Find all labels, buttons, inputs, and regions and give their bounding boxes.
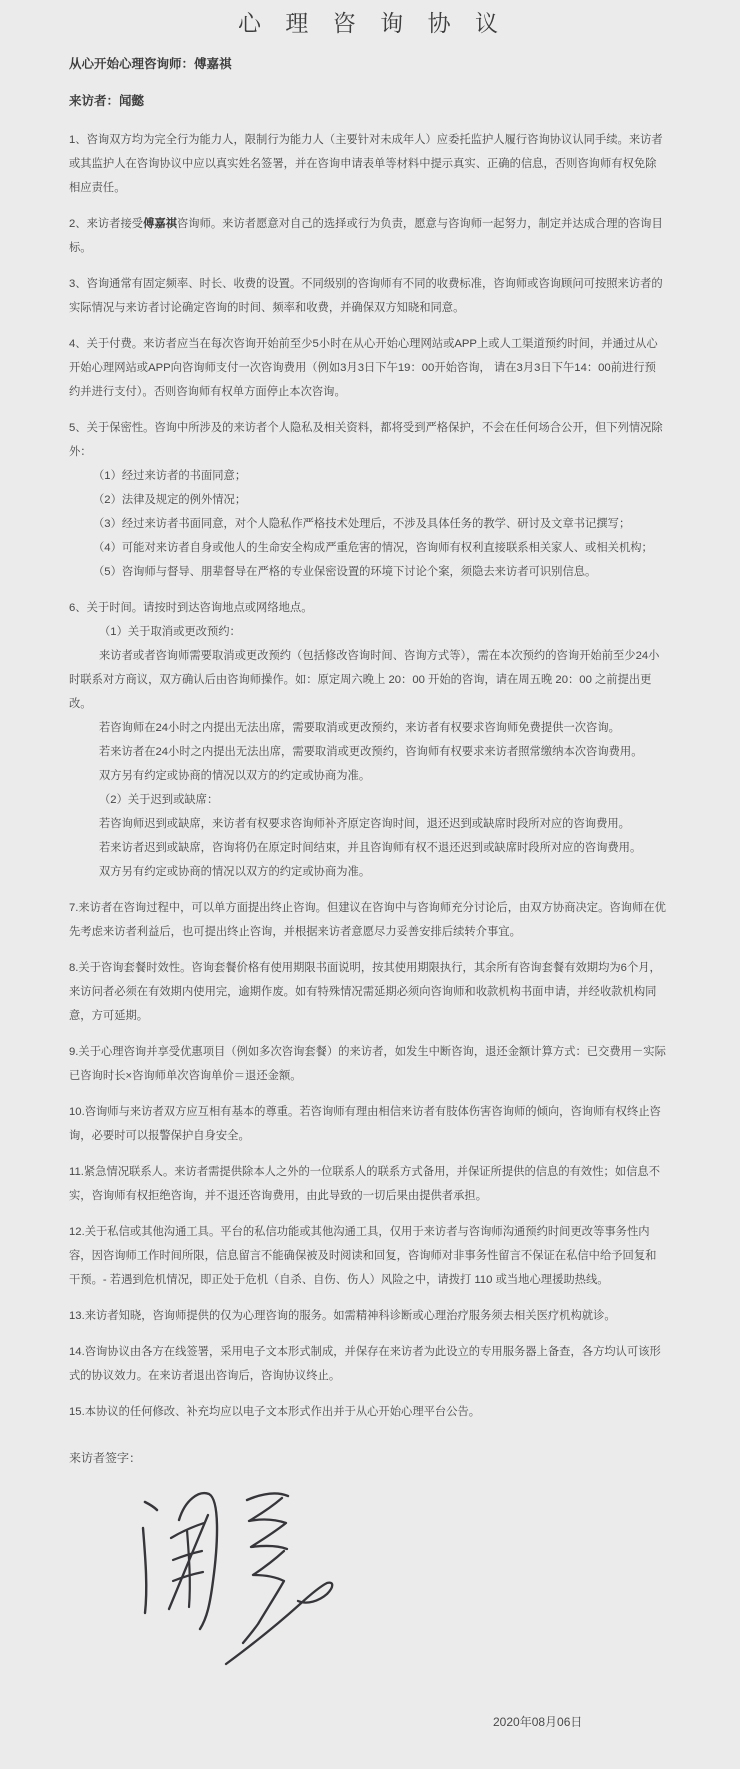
clause-6-sub2-p3: 双方另有约定或协商的情况以双方的约定或协商为准。 [99, 866, 371, 878]
clause-5-item-3: （3）经过来访者书面同意，对个人隐私作严格技术处理后，不涉及具体任务的教学、研讨及文章书记撰写； [93, 518, 631, 530]
clause-6-sub1-p3: 若来访者在24小时之内提出无法出席，需要取消或更改预约，咨询师有权要求来访者照常缴纳本次咨询费用。 [99, 746, 643, 758]
clause-2-prefix: 2、来访者接受 [69, 218, 144, 230]
clause-6-sub1-p1: 来访者或者咨询师需要取消或更改预约（包括修改咨询时间、咨询方式等），需在本次预约的咨询开始前至少24小时联系对方商议，双方确认后由咨询师操作。如：原定周六晚上 20：00 开始的咨询，请在周五晚 20：00 之前提出更改。 [69, 650, 660, 710]
clause-5-item-2: （2）法律及规定的例外情况； [93, 494, 247, 506]
clause-6-sub1-p4: 双方另有约定或协商的情况以双方的约定或协商为准。 [99, 770, 371, 782]
clause-6-sub1-p2: 若咨询师在24小时之内提出无法出席，需要取消或更改预约，来访者有权要求咨询师免费提供一次咨询。 [99, 722, 620, 734]
visitor-name: 闻懿 [119, 94, 145, 108]
clause-6-sub2-p1: 若咨询师迟到或缺席，来访者有权要求咨询师补齐原定咨询时间，退还迟到或缺席时段所对应的咨询费用。 [99, 818, 630, 830]
clause-4-text: 4、关于付费。来访者应当在每次咨询开始前至少5小时在从心开始心理网站或APP上或人工渠道预约时间，并通过从心开始心理网站或APP向咨询师支付一次咨询费用（例如3月3日下午19：00开始咨询， 请在3月3日下午14：00前进行预约并进行支付）。否则咨询师有权单方面停止本次咨询。 [69, 338, 658, 398]
clause-12-text: 12.关于私信或其他沟通工具。平台的私信功能或其他沟通工具，仅用于来访者与咨询师沟通预约时间更改等事务性内容，因咨询师工作时间所限，信息留言不能确保被及时阅读和回复，咨询师对非事务性留言不保证在私信中给予回复和干预。- 若遇到危机情况，即正处于危机（自杀、自伤、伤人）风险之中，请拨打 110 或当地心理援助热线。 [69, 1226, 657, 1286]
clause-6 [69, 596, 667, 884]
clause-list [69, 128, 667, 1424]
counselor-label: 从心开始心理咨询师： [69, 57, 195, 71]
clause-1-text: 1、咨询双方均为完全行为能力人，限制行为能力人（主要针对未成年人）应委托监护人履行咨询协议认同手续。来访者或其监护人在咨询协议中应以真实姓名签署，并在咨询申请表单等材料中提示真实、正确的信息，否则咨询师有权免除相应责任。 [69, 134, 663, 194]
clause-2-suffix: 咨询师。来访者愿意对自己的选择或行为负责，愿意与咨询师一起努力，制定并达成合理的咨询目标。 [69, 218, 663, 254]
clause-12 [69, 1220, 667, 1292]
signature-date: 2020年08月06日 [493, 1715, 583, 1729]
clause-6-head: 6、关于时间。请按时到达咨询地点或网络地点。 [69, 602, 313, 614]
clause-11-text: 11.紧急情况联系人。来访者需提供除本人之外的一位联系人的联系方式备用，并保证所提供的信息的有效性；如信息不实，咨询师有权拒绝咨询，并不退还咨询费用，由此导致的一切后果由提供者承担。 [69, 1166, 661, 1202]
clause-6-sub2-title: （2）关于迟到或缺席： [99, 794, 219, 806]
clause-9 [69, 1040, 667, 1088]
clause-5-item-5: （5）咨询师与督导、朋辈督导在严格的专业保密设置的环境下讨论个案，须隐去来访者可识别信息。 [93, 566, 597, 578]
clause-15 [69, 1400, 667, 1424]
clause-1 [69, 128, 667, 200]
page-title: 心 理 咨 询 协 议 [238, 10, 507, 36]
clause-10 [69, 1100, 667, 1148]
clause-15-text: 15.本协议的任何修改、补充均应以电子文本形式作出并于从心开始心理平台公告。 [69, 1406, 481, 1418]
clause-5-item-4: （4）可能对来访者自身或他人的生命安全构成严重危害的情况，咨询师有权利直接联系相关家人、或相关机构； [93, 542, 653, 554]
counselor-line [69, 55, 667, 73]
clause-10-text: 10.咨询师与来访者双方应互相有基本的尊重。若咨询师有理由相信来访者有肢体伤害咨询师的倾向，咨询师有权终止咨询，必要时可以报警保护自身安全。 [69, 1106, 661, 1142]
clause-5-item-1: （1）经过来访者的书面同意； [93, 470, 247, 482]
clause-11 [69, 1160, 667, 1208]
clause-13-text: 13.来访者知晓，咨询师提供的仅为心理咨询的服务。如需精神科诊断或心理治疗服务须去相关医疗机构就诊。 [69, 1310, 616, 1322]
clause-6-sub1-title: （1）关于取消或更改预约： [99, 626, 241, 638]
clause-8 [69, 956, 667, 1028]
clause-3 [69, 272, 667, 320]
clause-6-sub2-p2: 若来访者迟到或缺席，咨询将仍在原定时间结束，并且咨询师有权不退还迟到或缺席时段所对应的咨询费用。 [99, 842, 642, 854]
visitor-signature-image [129, 1486, 339, 1676]
clause-4 [69, 332, 667, 404]
clause-5-head: 5、关于保密性。咨询中所涉及的来访者个人隐私及相关资料，都将受到严格保护，不会在任何场合公开，但下列情况除外： [69, 422, 663, 458]
counselor-name: 傅嘉祺 [194, 57, 232, 71]
signature-label: 来访者签字： [69, 1451, 142, 1465]
clause-7-text: 7.来访者在咨询过程中，可以单方面提出终止咨询。但建议在咨询中与咨询师充分讨论后，由双方协商决定。咨询师在优先考虑来访者利益后，也可提出终止咨询，并根据来访者意愿尽力妥善安排后续转介事宜。 [69, 902, 666, 938]
clause-2 [69, 212, 667, 260]
clause-8-text: 8.关于咨询套餐时效性。咨询套餐价格有使用期限书面说明，按其使用期限执行，其余所有咨询套餐有效期均为6个月，来访问者必须在有效期内使用完，逾期作废。如有特殊情况需延期必须向咨询师和收款机构书面申请，并经收款机构同意，方可延期。 [69, 962, 661, 1022]
visitor-line [69, 92, 667, 110]
visitor-label: 来访者： [69, 94, 120, 108]
clause-9-text: 9.关于心理咨询并享受优惠项目（例如多次咨询套餐）的来访者，如发生中断咨询，退还金额计算方式：已交费用－实际已咨询时长×咨询师单次咨询单价＝退还金额。 [69, 1046, 666, 1082]
clause-2-text [69, 212, 667, 260]
clause-13 [69, 1304, 667, 1328]
clause-2-counselor-name: 傅嘉祺 [143, 218, 177, 230]
clause-14 [69, 1340, 667, 1388]
clause-7 [69, 896, 667, 944]
clause-14-text: 14.咨询协议由各方在线签署，采用电子文本形式制成，并保存在来访者为此设立的专用服务器上备查，各方均认可该形式的协议效力。在来访者退出咨询后，咨询协议终止。 [69, 1346, 661, 1382]
clause-3-text: 3、咨询通常有固定频率、时长、收费的设置。不同级别的咨询师有不同的收费标准，咨询师或咨询顾问可按照来访者的实际情况与来访者讨论确定咨询的时间、频率和收费，并确保双方知晓和同意。 [69, 278, 663, 314]
clause-5 [69, 416, 667, 584]
